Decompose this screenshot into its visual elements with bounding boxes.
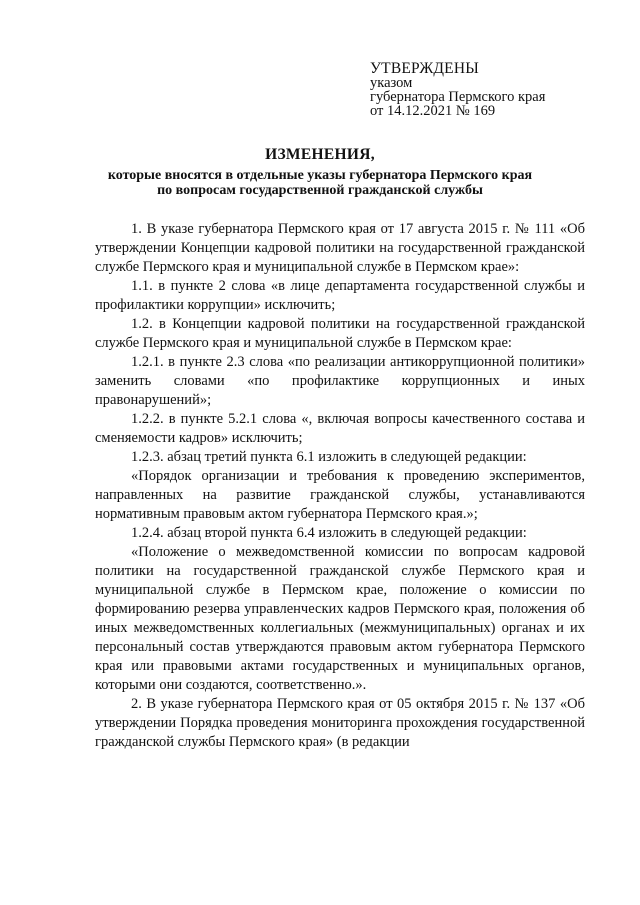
paragraph: 1.2. в Концепции кадровой политики на государственной гражданской службе Пермского края и муниципальной службе в Пермском крае: xyxy=(95,316,585,351)
document-subtitle xyxy=(60,168,580,198)
paragraph: 1. В указе губернатора Пермского края от 17 августа 2015 г. № 111 «Об утверждении Концепции кадровой политики на государственной гражданской службе Пермского края и муниципальной службе в Пермском крае»: xyxy=(95,221,585,275)
document-title: ИЗМЕНЕНИЯ, xyxy=(265,146,375,163)
subtitle-line-1: которые вносятся в отдельные указы губернатора Пермского края xyxy=(107,168,533,183)
approval-line-governor: губернатора Пермского края xyxy=(370,89,546,105)
approval-stamp xyxy=(370,62,545,118)
document-body xyxy=(95,220,585,752)
paragraph: 1.2.1. в пункте 2.3 слова «по реализации антикоррупционной политики» заменить словами «по профилактике коррупционных и иных правонарушений»; xyxy=(95,354,585,408)
paragraph: 1.2.3. абзац третий пункта 6.1 изложить в следующей редакции: xyxy=(131,449,527,465)
subtitle-line-2: по вопросам государственной гражданской службы xyxy=(157,183,483,198)
paragraph: «Порядок организации и требования к проведению экспериментов, направленных на развитие гражданской службы, устанавливаются нормативным правовым актом губернатора Пермского края.»; xyxy=(95,468,585,522)
approval-heading: УТВЕРЖДЕНЫ xyxy=(370,60,479,77)
approval-line-decree: указом xyxy=(370,75,413,91)
paragraph: 1.2.4. абзац второй пункта 6.4 изложить в следующей редакции: xyxy=(131,525,527,541)
paragraph: 2. В указе губернатора Пермского края от 05 октября 2015 г. № 137 «Об утверждении Порядка проведения мониторинга прохождения государственной гражданской службы Пермского края» (в редакции xyxy=(95,696,585,750)
paragraph: 1.2.2. в пункте 5.2.1 слова «, включая вопросы качественного состава и сменяемости кадров» исключить; xyxy=(95,411,585,446)
paragraph: 1.1. в пункте 2 слова «в лице департамента государственной службы и профилактики коррупции» исключить; xyxy=(95,278,585,313)
approval-line-date: от 14.12.2021 № 169 xyxy=(370,103,496,119)
paragraph: «Положение о межведомственной комиссии по вопросам кадровой политики на государственной гражданской службе Пермского края и муниципальной службе в Пермском крае, положение о комиссии по формированию резерва управленческих кадров Пермского края, положения об иных межведомственных коллегиальных (межмуниципальных) органах и их персональный состав утверждаются правовым актом губернатора Пермского края или правовыми актами государственных и муниципальных органов, которыми они создаются, соответственно.». xyxy=(95,544,585,693)
